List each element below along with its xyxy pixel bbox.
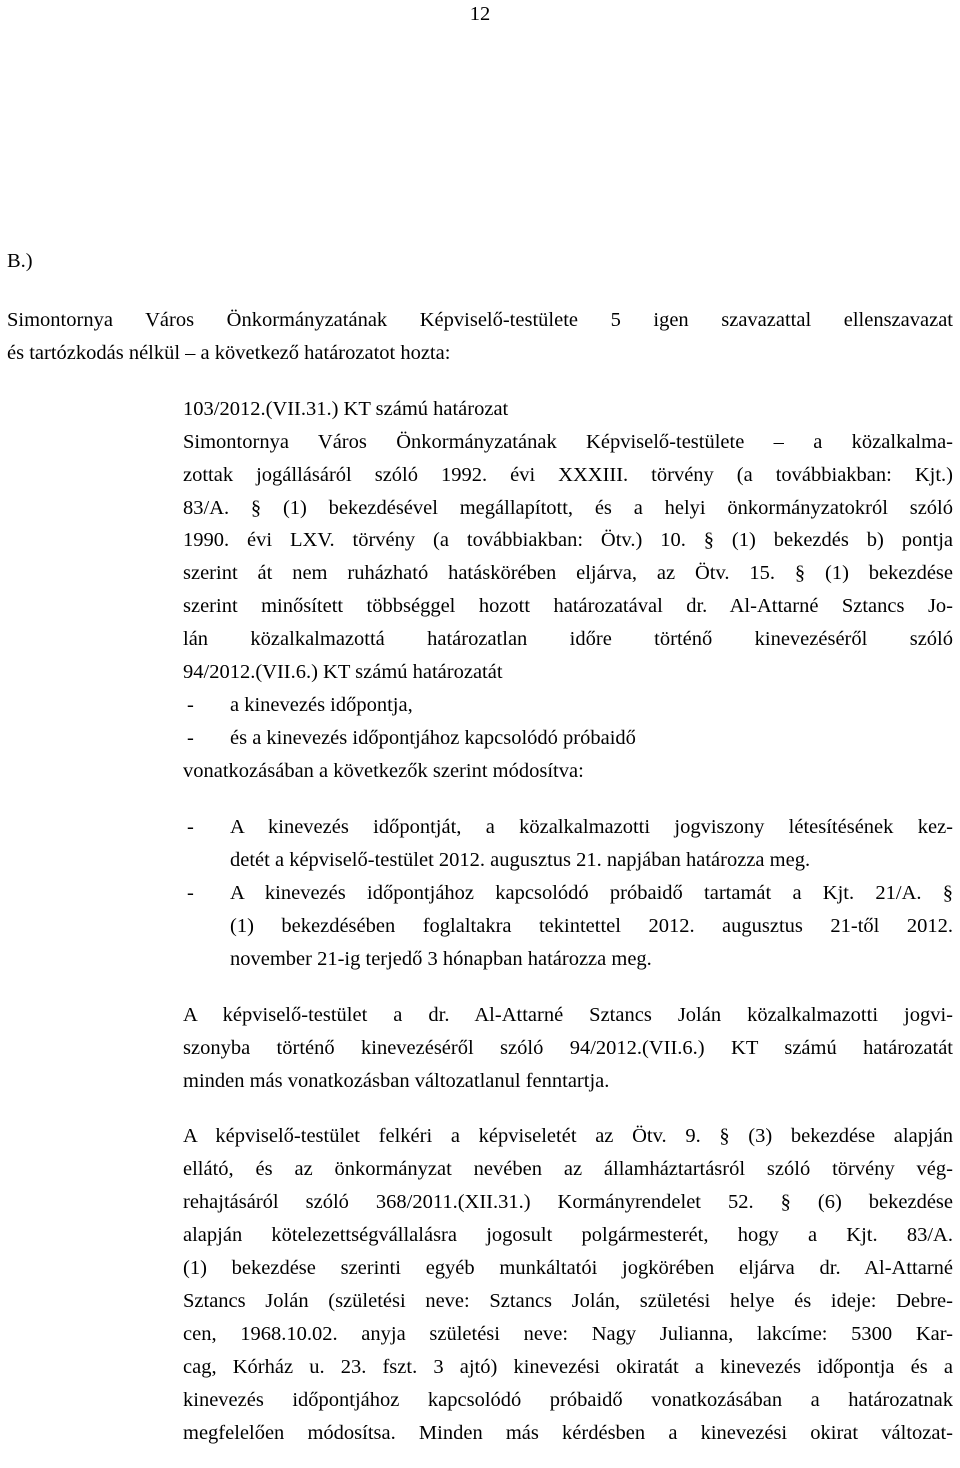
unchanged-line: A képviselő-testület a dr. Al-Attarné Sztancs Jolán közalkalmazotti jogvi- [183, 1004, 953, 1026]
unchanged-line: minden más vonatkozásban változatlanul fenntartja. [183, 1070, 610, 1092]
request-line: rehajtásáról szóló 368/2011.(XII.31.) Kormányrendelet 52. § (6) bekezdése [183, 1191, 953, 1213]
request-line: ellátó, és az önkormányzat nevében az államháztartásról szóló törvény vég- [183, 1158, 953, 1180]
resolution-line: zottak jogállásáról szóló 1992. évi XXXIII. törvény (a továbbiakban: Kjt.) [183, 464, 953, 486]
modification-line: (1) bekezdésében foglaltakra tekintettel 2012. augusztus 21-től 2012. [230, 915, 953, 937]
list-dash: - [187, 882, 194, 904]
resolution-line: 83/A. § (1) bekezdésével megállapított, és a helyi önkormányzatokról szóló [183, 497, 953, 519]
list-dash: - [187, 727, 194, 749]
request-line: megfelelően módosítsa. Minden más kérdésben a kinevezési okirat változat- [183, 1422, 953, 1444]
request-line: A képviselő-testület felkéri a képviseletét az Ötv. 9. § (3) bekezdése alapján [183, 1125, 953, 1147]
unchanged-line: szonyba történő kinevezéséről szóló 94/2012.(VII.6.) KT számú határozatát [183, 1037, 953, 1059]
request-line: cag, Kórház u. 23. fszt. 3 ajtó) kinevezési okiratát a kinevezés időpontja és a [183, 1356, 953, 1378]
resolution-title: 103/2012.(VII.31.) KT számú határozat [183, 398, 509, 420]
list-dash: - [187, 694, 194, 716]
intro-line: Simontornya Város Önkormányzatának Képviselő-testülete 5 igen szavazattal ellenszavazat [7, 309, 953, 331]
scope-footer: vonatkozásában a következők szerint módosítva: [183, 760, 584, 782]
resolution-line: szerint át nem ruházható hatáskörében eljárva, az Ötv. 15. § (1) bekezdése [183, 562, 953, 584]
resolution-line: Simontornya Város Önkormányzatának Képviselő-testülete – a közalkalma- [183, 431, 953, 453]
resolution-line: 1990. évi LXV. törvény (a továbbiakban: Ötv.) 10. § (1) bekezdés b) pontja [183, 529, 953, 551]
scope-item: és a kinevezés időpontjához kapcsolódó próbaidő [230, 727, 636, 749]
resolution-line: szerint minősített többséggel hozott határozatával dr. Al-Attarné Sztancs Jo- [183, 595, 953, 617]
resolution-line: 94/2012.(VII.6.) KT számú határozatát [183, 661, 503, 683]
list-dash: - [187, 816, 194, 838]
modification-line: november 21-ig terjedő 3 hónapban határozza meg. [230, 948, 652, 970]
modification-line: detét a képviselő-testület 2012. augusztus 21. napjában határozza meg. [230, 849, 811, 871]
section-label: B.) [7, 250, 33, 272]
scope-item: a kinevezés időpontja, [230, 694, 413, 716]
request-line: alapján kötelezettségvállalásra jogosult polgármesterét, hogy a Kjt. 83/A. [183, 1224, 953, 1246]
request-line: kinevezés időpontjához kapcsolódó próbaidő vonatkozásában a határozatnak [183, 1389, 953, 1411]
modification-line: A kinevezés időpontjához kapcsolódó próbaidő tartamát a Kjt. 21/A. § [230, 882, 953, 904]
modification-line: A kinevezés időpontját, a közalkalmazotti jogviszony létesítésének kez- [230, 816, 953, 838]
page-number: 12 [469, 3, 491, 25]
request-line: Sztancs Jolán (születési neve: Sztancs Jolán, születési helye és ideje: Debre- [183, 1290, 953, 1312]
request-line: (1) bekezdése szerinti egyéb munkáltatói jogkörében eljárva dr. Al-Attarné [183, 1257, 953, 1279]
intro-line: és tartózkodás nélkül – a következő határozatot hozta: [7, 342, 451, 364]
resolution-line: lán közalkalmazottá határozatlan időre történő kinevezéséről szóló [183, 628, 953, 650]
request-line: cen, 1968.10.02. anyja születési neve: Nagy Julianna, lakcíme: 5300 Kar- [183, 1323, 953, 1345]
